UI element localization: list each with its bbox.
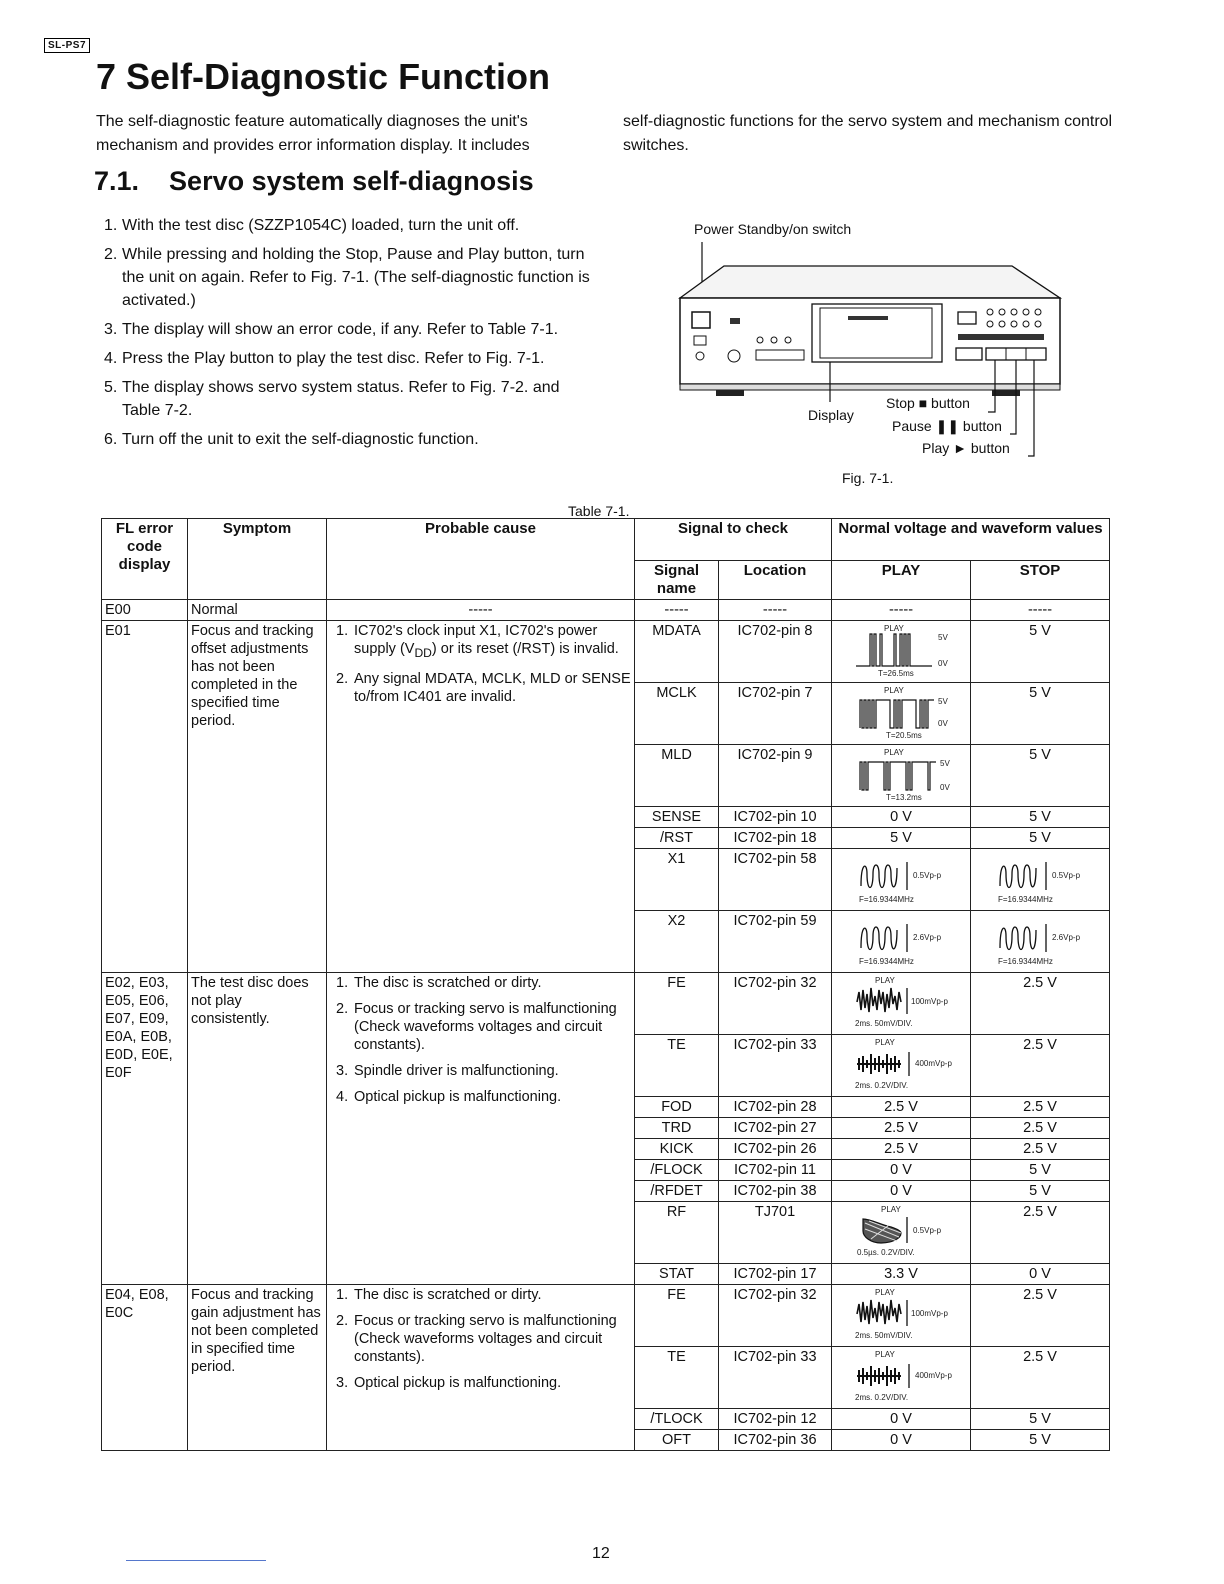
wave-hi: 5V bbox=[940, 759, 950, 768]
stop-value: 5 V bbox=[971, 683, 1110, 745]
signal-name: /RST bbox=[635, 828, 719, 849]
play-value: 0 V bbox=[832, 1430, 971, 1451]
intro-right: self-diagnostic functions for the servo system and mechanism control switches. bbox=[623, 113, 1113, 154]
wave-amp: 0.5Vp-p bbox=[913, 871, 942, 880]
play-value: 3.3 V bbox=[832, 1264, 971, 1285]
cause-number: 1. bbox=[336, 1287, 349, 1303]
cause-number: 2. bbox=[336, 1313, 349, 1329]
play-waveform bbox=[832, 1285, 971, 1347]
stop-dash: ----- bbox=[971, 600, 1110, 621]
wave-label: PLAY bbox=[875, 1288, 895, 1297]
signal-dash: ----- bbox=[635, 600, 719, 621]
wave-hi: 5V bbox=[938, 697, 948, 706]
step-text: While pressing and holding the Stop, Pause and Play button, turn the unit on again. Refer to Fig. 7-1. (The self-diagnostic function is activated.) bbox=[122, 246, 590, 309]
play-waveform bbox=[832, 973, 971, 1035]
wave-freq: F=16.9344MHz bbox=[998, 895, 1053, 904]
x1-stop-waveform bbox=[980, 850, 1100, 906]
cause-subscript: DD bbox=[414, 645, 432, 660]
wave-scale: 0.5µs. 0.2V/DIV. bbox=[857, 1248, 915, 1257]
header-stop: STOP bbox=[971, 561, 1110, 600]
wave-label: PLAY bbox=[884, 748, 904, 757]
cd-player-illustration bbox=[672, 236, 1072, 466]
play-value: 0 V bbox=[832, 1160, 971, 1181]
cause-number: 1. bbox=[336, 975, 349, 991]
play-waveform bbox=[832, 1347, 971, 1409]
wave-lo: 0V bbox=[938, 719, 948, 728]
stop-value: 2.5 V bbox=[971, 1285, 1110, 1347]
play-waveform bbox=[832, 1035, 971, 1097]
fe-waveform bbox=[841, 1286, 961, 1342]
signal-location: TJ701 bbox=[719, 1202, 832, 1264]
signal-name: /TLOCK bbox=[635, 1409, 719, 1430]
stop-value: 5 V bbox=[971, 1181, 1110, 1202]
play-value: 2.5 V bbox=[832, 1139, 971, 1160]
mld-waveform bbox=[846, 746, 956, 802]
step-item bbox=[104, 318, 594, 341]
signal-location: IC702-pin 17 bbox=[719, 1264, 832, 1285]
wave-trace bbox=[1000, 927, 1036, 950]
signal-name: RF bbox=[635, 1202, 719, 1264]
wave-amp: 2.6Vp-p bbox=[913, 933, 942, 942]
signal-location: IC702-pin 27 bbox=[719, 1118, 832, 1139]
play-waveform bbox=[832, 745, 971, 807]
wave-period: T=26.5ms bbox=[878, 669, 914, 678]
header-normal-group: Normal voltage and waveform values bbox=[832, 519, 1110, 561]
wave-amp: 0.5Vp-p bbox=[913, 1226, 942, 1235]
probable-cause bbox=[327, 973, 635, 1285]
signal-location: IC702-pin 36 bbox=[719, 1430, 832, 1451]
signal-location: IC702-pin 26 bbox=[719, 1139, 832, 1160]
signal-name: X1 bbox=[635, 849, 719, 911]
table-row bbox=[102, 973, 1110, 1035]
play-value: 5 V bbox=[832, 828, 971, 849]
header-signal-name: Signal name bbox=[635, 561, 719, 600]
cause-item bbox=[336, 1312, 631, 1366]
cause-item bbox=[336, 1286, 631, 1304]
play-value: 0 V bbox=[832, 1409, 971, 1430]
wave-freq: F=16.9344MHz bbox=[859, 895, 914, 904]
step-text: The display shows servo system status. Refer to Fig. 7-2. and Table 7-2. bbox=[122, 379, 560, 419]
mdata-waveform bbox=[846, 622, 956, 678]
wave-trace bbox=[860, 762, 936, 790]
signal-name: X2 bbox=[635, 911, 719, 973]
figure-caption: Fig. 7-1. bbox=[842, 470, 894, 486]
cause-text: Optical pickup is malfunctioning. bbox=[354, 1375, 562, 1391]
cause-list bbox=[330, 974, 631, 1106]
model-label: SL-PS7 bbox=[44, 38, 90, 53]
play-waveform bbox=[832, 1202, 971, 1264]
wave-amp: 0.5Vp-p bbox=[1052, 871, 1081, 880]
wave-amp: 100mVp-p bbox=[911, 997, 948, 1006]
step-number: 2. bbox=[104, 246, 118, 263]
section-title: Servo system self-diagnosis bbox=[169, 166, 534, 196]
cause-list bbox=[330, 622, 631, 706]
wave-trace bbox=[857, 1366, 901, 1386]
cause-item bbox=[336, 1374, 631, 1392]
symptom: The test disc does not play consistently. bbox=[188, 973, 327, 1285]
cause-item bbox=[336, 974, 631, 992]
step-number: 4. bbox=[104, 350, 118, 367]
step-number: 5. bbox=[104, 379, 118, 396]
symptom: Normal bbox=[188, 600, 327, 621]
te-waveform bbox=[841, 1348, 961, 1404]
stop-value: 5 V bbox=[971, 1160, 1110, 1181]
cause-text: The disc is scratched or dirty. bbox=[354, 975, 542, 991]
signal-name: /RFDET bbox=[635, 1181, 719, 1202]
cause-number: 4. bbox=[336, 1089, 349, 1105]
cause-item bbox=[336, 670, 631, 706]
wave-period: T=13.2ms bbox=[886, 793, 922, 802]
wave-freq: F=16.9344MHz bbox=[998, 957, 1053, 966]
play-waveform bbox=[832, 621, 971, 683]
diagnosis-table bbox=[101, 518, 1110, 1451]
probable-cause bbox=[327, 1285, 635, 1451]
play-value: 0 V bbox=[832, 1181, 971, 1202]
signal-name: STAT bbox=[635, 1264, 719, 1285]
section-number: 7.1. bbox=[94, 166, 140, 196]
header-code: FL error code display bbox=[102, 519, 188, 600]
wave-trace bbox=[856, 634, 932, 666]
wave-amp: 400mVp-p bbox=[915, 1371, 952, 1380]
page-number: 12 bbox=[592, 1545, 610, 1562]
x2-play-waveform bbox=[841, 912, 961, 968]
signal-location: IC702-pin 32 bbox=[719, 1285, 832, 1347]
wave-scale: 2ms. 50mV/DIV. bbox=[855, 1019, 913, 1028]
intro-left: The self-diagnostic feature automatically diagnoses the unit's mechanism and provides error information display. It includes bbox=[96, 113, 530, 154]
cause-text: Focus or tracking servo is malfunctioning (Check waveforms voltages and circuit constants). bbox=[354, 1313, 617, 1365]
probable-cause bbox=[327, 621, 635, 973]
step-item bbox=[104, 428, 594, 451]
stop-value: 5 V bbox=[971, 807, 1110, 828]
signal-name: MDATA bbox=[635, 621, 719, 683]
cause-number: 3. bbox=[336, 1375, 349, 1391]
cause-text: Optical pickup is malfunctioning. bbox=[354, 1089, 562, 1105]
wave-scale: 2ms. 0.2V/DIV. bbox=[855, 1081, 909, 1090]
signal-location: IC702-pin 12 bbox=[719, 1409, 832, 1430]
signal-location: IC702-pin 11 bbox=[719, 1160, 832, 1181]
page-title: 7 Self-Diagnostic Function bbox=[96, 56, 551, 97]
signal-location: IC702-pin 7 bbox=[719, 683, 832, 745]
x1-play-waveform bbox=[841, 850, 961, 906]
wave-label: PLAY bbox=[875, 1350, 895, 1359]
play-button-label: Play ► button bbox=[922, 440, 1010, 456]
x2-stop-waveform bbox=[980, 912, 1100, 968]
error-code: E04, E08, E0C bbox=[102, 1285, 188, 1451]
header-location: Location bbox=[719, 561, 832, 600]
signal-location: IC702-pin 28 bbox=[719, 1097, 832, 1118]
signal-name: FOD bbox=[635, 1097, 719, 1118]
stop-value: 2.5 V bbox=[971, 1139, 1110, 1160]
step-number: 6. bbox=[104, 431, 118, 448]
signal-name: TE bbox=[635, 1035, 719, 1097]
signal-name: MLD bbox=[635, 745, 719, 807]
stop-value: 5 V bbox=[971, 828, 1110, 849]
stop-value: 2.5 V bbox=[971, 973, 1110, 1035]
cause-text: ) or its reset (/RST) is invalid. bbox=[431, 641, 619, 657]
play-dash: ----- bbox=[832, 600, 971, 621]
wave-label: PLAY bbox=[884, 624, 904, 633]
signal-location: IC702-pin 9 bbox=[719, 745, 832, 807]
step-text: Press the Play button to play the test disc. Refer to Fig. 7-1. bbox=[122, 350, 545, 367]
wave-trace bbox=[857, 988, 901, 1012]
wave-hi: 5V bbox=[938, 633, 948, 642]
signal-name: TE bbox=[635, 1347, 719, 1409]
cause-number: 1. bbox=[336, 623, 349, 639]
wave-trace bbox=[861, 927, 897, 950]
cause-number: 3. bbox=[336, 1063, 349, 1079]
error-code: E02, E03, E05, E06, E07, E09, E0A, E0B, E0D, E0E, E0F bbox=[102, 973, 188, 1285]
stop-waveform bbox=[971, 849, 1110, 911]
fe-waveform bbox=[841, 974, 961, 1030]
signal-location: IC702-pin 38 bbox=[719, 1181, 832, 1202]
signal-name: OFT bbox=[635, 1430, 719, 1451]
power-switch-label: Power Standby/on switch bbox=[694, 221, 852, 237]
wave-scale: 2ms. 0.2V/DIV. bbox=[855, 1393, 909, 1402]
wave-lo: 0V bbox=[940, 783, 950, 792]
stop-value: 5 V bbox=[971, 621, 1110, 683]
table-row bbox=[102, 621, 1110, 683]
stop-value: 2.5 V bbox=[971, 1118, 1110, 1139]
step-text: With the test disc (SZZP1054C) loaded, turn the unit off. bbox=[122, 217, 520, 234]
signal-name: FE bbox=[635, 1285, 719, 1347]
signal-location: IC702-pin 59 bbox=[719, 911, 832, 973]
step-text: Turn off the unit to exit the self-diagnostic function. bbox=[122, 431, 479, 448]
header-symptom: Symptom bbox=[188, 519, 327, 600]
footer-rule bbox=[126, 1560, 266, 1561]
table-row bbox=[102, 1285, 1110, 1347]
step-item bbox=[104, 214, 594, 237]
wave-amp: 100mVp-p bbox=[911, 1309, 948, 1318]
cause-text: IC702's clock input X1, IC702's power supply (V bbox=[354, 623, 598, 657]
step-item bbox=[104, 243, 594, 312]
signal-name: SENSE bbox=[635, 807, 719, 828]
cause-text: Spindle driver is malfunctioning. bbox=[354, 1063, 559, 1079]
stop-button-label: Stop ■ button bbox=[886, 395, 970, 411]
stop-value: 5 V bbox=[971, 745, 1110, 807]
location-dash: ----- bbox=[719, 600, 832, 621]
signal-name: KICK bbox=[635, 1139, 719, 1160]
signal-name: FE bbox=[635, 973, 719, 1035]
wave-trace bbox=[860, 700, 934, 728]
signal-location: IC702-pin 8 bbox=[719, 621, 832, 683]
play-value: 2.5 V bbox=[832, 1118, 971, 1139]
cause-text: Focus or tracking servo is malfunctioning (Check waveforms voltages and circuit constants). bbox=[354, 1001, 617, 1053]
wave-label: PLAY bbox=[884, 686, 904, 695]
signal-location: IC702-pin 18 bbox=[719, 828, 832, 849]
table-row bbox=[102, 600, 1110, 621]
cause-number: 2. bbox=[336, 1001, 349, 1017]
play-waveform bbox=[832, 849, 971, 911]
step-item bbox=[104, 376, 594, 422]
step-item bbox=[104, 347, 594, 370]
header-play: PLAY bbox=[832, 561, 971, 600]
stop-value: 2.5 V bbox=[971, 1035, 1110, 1097]
error-code: E01 bbox=[102, 621, 188, 973]
cause-number: 2. bbox=[336, 670, 349, 687]
symptom: Focus and tracking offset adjustments has not been completed in the specified time period. bbox=[188, 621, 327, 973]
signal-name: MCLK bbox=[635, 683, 719, 745]
stop-value: 5 V bbox=[971, 1430, 1110, 1451]
display-label: Display bbox=[808, 407, 854, 423]
signal-location: IC702-pin 32 bbox=[719, 973, 832, 1035]
stop-value: 0 V bbox=[971, 1264, 1110, 1285]
symptom: Focus and tracking gain adjustment has not been completed in specified time period. bbox=[188, 1285, 327, 1451]
stop-value: 2.5 V bbox=[971, 1202, 1110, 1264]
step-number: 3. bbox=[104, 321, 118, 338]
rf-waveform bbox=[841, 1203, 961, 1259]
section-heading bbox=[94, 166, 534, 197]
step-text: The display will show an error code, if any. Refer to Table 7-1. bbox=[122, 321, 559, 338]
wave-trace bbox=[857, 1054, 901, 1074]
signal-location: IC702-pin 33 bbox=[719, 1347, 832, 1409]
play-waveform bbox=[832, 911, 971, 973]
wave-trace bbox=[857, 1300, 901, 1324]
signal-location: IC702-pin 33 bbox=[719, 1035, 832, 1097]
cause-dash: ----- bbox=[327, 600, 635, 621]
cause-text: The disc is scratched or dirty. bbox=[354, 1287, 542, 1303]
wave-amp: 400mVp-p bbox=[915, 1059, 952, 1068]
cause-text: Any signal MDATA, MCLK, MLD or SENSE to/from IC401 are invalid. bbox=[354, 670, 631, 705]
cause-item bbox=[336, 1062, 631, 1080]
play-value: 2.5 V bbox=[832, 1097, 971, 1118]
signal-location: IC702-pin 58 bbox=[719, 849, 832, 911]
header-signal-group: Signal to check bbox=[635, 519, 832, 561]
stop-value: 2.5 V bbox=[971, 1097, 1110, 1118]
pause-button-label: Pause ❚❚ button bbox=[892, 418, 1002, 434]
stop-value: 2.5 V bbox=[971, 1347, 1110, 1409]
wave-trace bbox=[1000, 865, 1036, 888]
wave-period: T=20.5ms bbox=[886, 731, 922, 740]
stop-value: 5 V bbox=[971, 1409, 1110, 1430]
play-value: 0 V bbox=[832, 807, 971, 828]
wave-trace bbox=[861, 865, 897, 888]
signal-name: /FLOCK bbox=[635, 1160, 719, 1181]
wave-label: PLAY bbox=[875, 1038, 895, 1047]
mclk-waveform bbox=[846, 684, 956, 740]
te-waveform bbox=[841, 1036, 961, 1092]
cause-list bbox=[330, 1286, 631, 1392]
wave-freq: F=16.9344MHz bbox=[859, 957, 914, 966]
header-cause: Probable cause bbox=[327, 519, 635, 600]
signal-location: IC702-pin 10 bbox=[719, 807, 832, 828]
table-caption: Table 7-1. bbox=[568, 503, 630, 519]
wave-amp: 2.6Vp-p bbox=[1052, 933, 1081, 942]
wave-label: PLAY bbox=[881, 1205, 901, 1214]
wave-label: PLAY bbox=[875, 976, 895, 985]
cause-item bbox=[336, 1000, 631, 1054]
step-number: 1. bbox=[104, 217, 118, 234]
play-waveform bbox=[832, 683, 971, 745]
signal-name: TRD bbox=[635, 1118, 719, 1139]
wave-lo: 0V bbox=[938, 659, 948, 668]
cause-item bbox=[336, 1088, 631, 1106]
stop-waveform bbox=[971, 911, 1110, 973]
wave-scale: 2ms. 50mV/DIV. bbox=[855, 1331, 913, 1340]
cause-item bbox=[336, 622, 631, 662]
error-code: E00 bbox=[102, 600, 188, 621]
steps-list bbox=[104, 214, 594, 457]
